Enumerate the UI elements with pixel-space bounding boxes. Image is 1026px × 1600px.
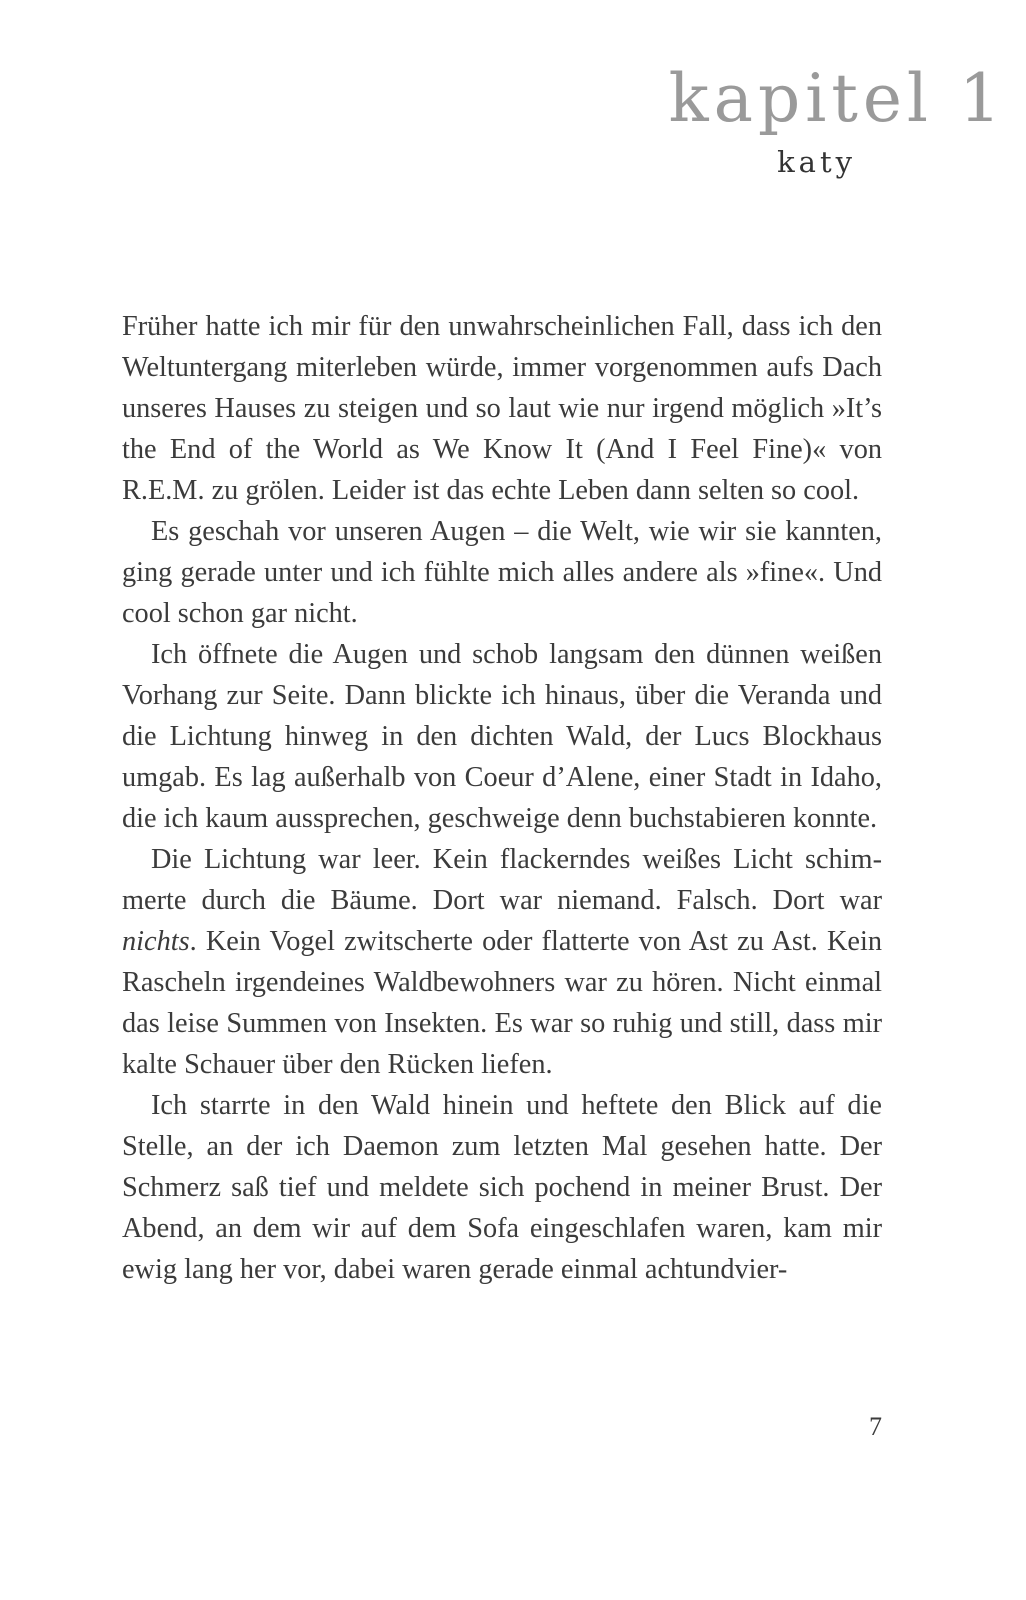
paragraph-2: Es geschah vor unseren Augen – die Welt, wie wir sie kannten, ging gerade unter und ich fühlte mich alles andere als »fine«. Und cool schon gar nicht. (122, 516, 882, 629)
paragraph-4-emphasis: nichts (122, 926, 190, 957)
paragraph-1: Früher hatte ich mir für den unwahrscheinlichen Fall, dass ich den Weltuntergang miterleben würde, immer vorgenommen aufs Dach unseres Hauses zu steigen und so laut wie nur irgend möglich »It’s the End of the World as We Know It (And I Feel Fine)« von R.E.M. zu grölen. Leider ist das echte Leben dann selten so cool. (122, 311, 882, 506)
paragraph-4 (122, 839, 882, 1085)
paragraph-3: Ich öffnete die Augen und schob langsam den dünnen weißen Vorhang zur Seite. Dann blickte ich hinaus, über die Veranda und die Lichtung hinweg in den dichten Wald, der Lucs Blockhaus umgab. Es lag außerhalb von Coeur d’Alene, einer Stadt in Idaho, die ich kaum aussprechen, geschweige denn buchstabieren konnte. (122, 639, 882, 834)
paragraph-4-end: . Kein Vogel zwitscherte oder flatterte von Ast zu Ast. Kein Rascheln irgendeines Waldbewohners war zu hören. Nicht einmal das leise Summen von Insekten. Es war so ruhig und still, dass mir kalte Schauer über den Rücken liefen. (122, 926, 882, 1080)
chapter-narrator: katy (777, 145, 856, 179)
paragraph-5: Ich starrte in den Wald hinein und heftete den Blick auf die Stelle, an der ich Daemon zum letzten Mal gesehen hatte. Der Schmerz saß tief und meldete sich pochend in meiner Brust. Der Abend, an dem wir auf dem Sofa eingeschlafen waren, kam mir ewig lang her vor, dabei waren gerade einmal achtundvier- (122, 1090, 882, 1285)
chapter-title: kapitel 1 (668, 60, 1006, 137)
page-number: 7 (869, 1412, 882, 1441)
paragraph-4-start: Die Lichtung war leer. Kein flackerndes weißes Licht schimmerte durch die Bäume. Dort war niemand. Falsch. Dort war (122, 844, 882, 916)
body-text (122, 306, 882, 1290)
